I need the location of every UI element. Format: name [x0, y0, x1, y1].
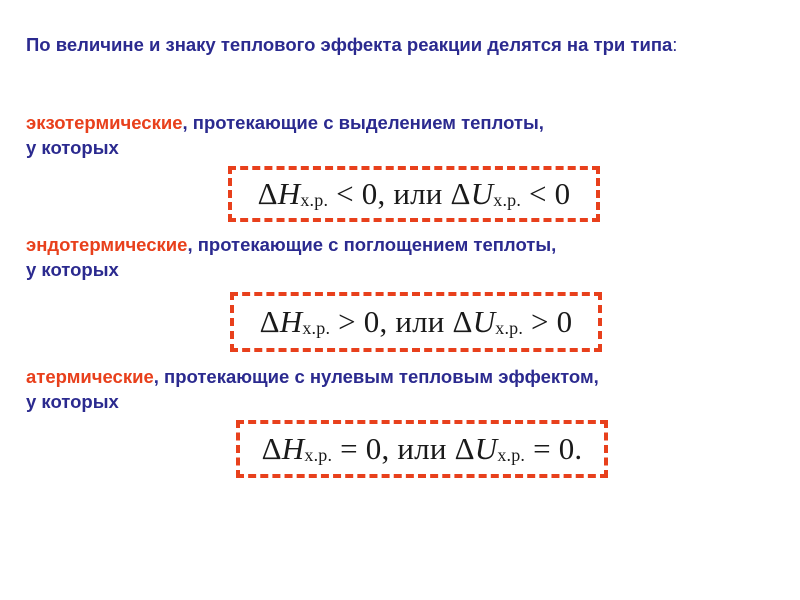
endothermic-formula — [260, 304, 573, 340]
or-word: или — [397, 431, 455, 466]
reaction-subscript: х.р. — [300, 190, 329, 210]
endothermic-desc: , протекающие с поглощением теплоты, — [187, 234, 557, 255]
intro-paragraph — [26, 32, 776, 57]
reaction-subscript: х.р. — [495, 318, 524, 338]
athermic-term: атермические — [26, 366, 154, 387]
exothermic-formula — [258, 176, 571, 212]
exothermic-term: экзотермические — [26, 112, 183, 133]
internal-energy-symbol: U — [474, 431, 498, 466]
enthalpy-symbol: H — [277, 176, 301, 211]
intro-text: По величине и знаку теплового эффекта реакции делятся на три типа — [26, 34, 673, 55]
or-word: или — [393, 176, 451, 211]
delta-symbol: Δ — [259, 304, 280, 339]
enthalpy-symbol: H — [281, 431, 305, 466]
endothermic-tail: у которых — [26, 259, 119, 280]
delta-symbol: Δ — [257, 176, 278, 211]
reaction-subscript: х.р. — [302, 318, 331, 338]
inequality: < 0, — [328, 176, 394, 211]
endothermic-paragraph — [26, 232, 776, 282]
athermic-formula — [262, 431, 583, 467]
endothermic-term: эндотермические — [26, 234, 188, 255]
athermic-desc: , протекающие с нулевым тепловым эффектом, — [153, 366, 599, 387]
equality: = 0. — [525, 431, 583, 466]
inequality: < 0 — [521, 176, 571, 211]
equality: = 0, — [332, 431, 398, 466]
exothermic-paragraph — [26, 110, 776, 160]
internal-energy-symbol: U — [472, 304, 496, 339]
delta-symbol: Δ — [261, 431, 282, 466]
reaction-subscript: х.р. — [304, 445, 333, 465]
inequality: > 0, — [330, 304, 396, 339]
delta-symbol: Δ — [452, 304, 473, 339]
endothermic-formula-box — [230, 292, 602, 352]
athermic-paragraph — [26, 364, 786, 414]
exothermic-formula-box — [228, 166, 600, 222]
exothermic-tail: у которых — [26, 137, 119, 158]
or-word: или — [395, 304, 453, 339]
reaction-subscript: х.р. — [497, 445, 526, 465]
delta-symbol: Δ — [450, 176, 471, 211]
internal-energy-symbol: U — [470, 176, 494, 211]
enthalpy-symbol: H — [279, 304, 303, 339]
inequality: > 0 — [523, 304, 573, 339]
delta-symbol: Δ — [454, 431, 475, 466]
intro-colon: : — [672, 34, 678, 55]
athermic-tail: у которых — [26, 391, 119, 412]
reaction-subscript: х.р. — [493, 190, 522, 210]
athermic-formula-box — [236, 420, 608, 478]
exothermic-desc: , протекающие с выделением теплоты, — [182, 112, 544, 133]
